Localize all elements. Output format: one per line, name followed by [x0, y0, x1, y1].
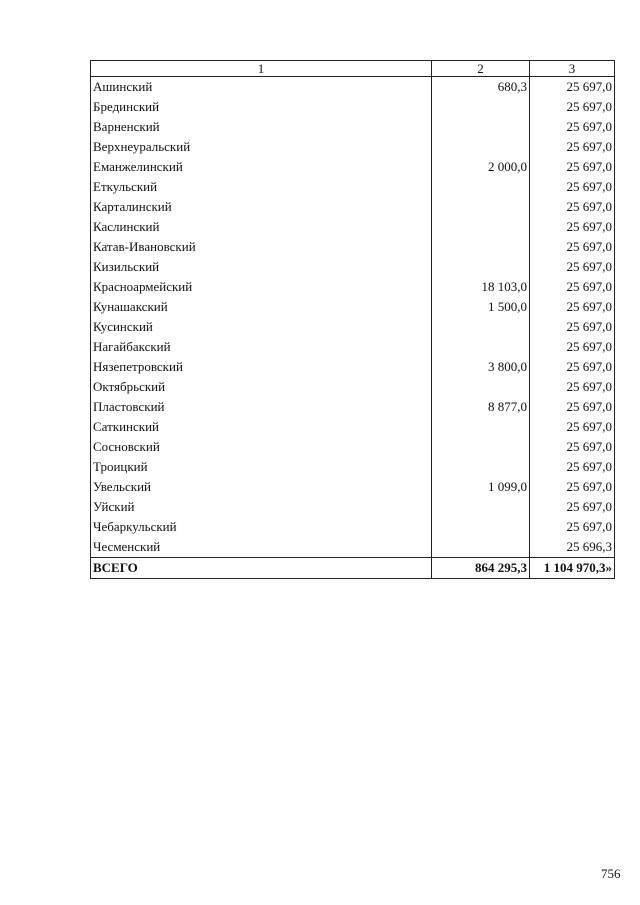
header-col-3: 3	[530, 61, 615, 77]
value-col-2	[432, 497, 530, 517]
table-row	[91, 497, 615, 517]
value-col-3: 25 697,0	[530, 137, 615, 157]
table-row	[91, 197, 615, 217]
table-row	[91, 477, 615, 497]
value-col-3: 25 697,0	[530, 177, 615, 197]
value-col-3: 25 697,0	[530, 277, 615, 297]
value-col-2: 1 500,0	[432, 297, 530, 317]
table-row	[91, 137, 615, 157]
table-row	[91, 437, 615, 457]
district-name: Еманжелинский	[91, 157, 432, 177]
table-row	[91, 537, 615, 558]
district-name: Каслинский	[91, 217, 432, 237]
value-col-3: 25 697,0	[530, 257, 615, 277]
table-row	[91, 417, 615, 437]
value-col-3: 25 697,0	[530, 297, 615, 317]
value-col-2	[432, 317, 530, 337]
table-row	[91, 177, 615, 197]
value-col-2	[432, 517, 530, 537]
value-col-3: 25 697,0	[530, 77, 615, 98]
value-col-2: 18 103,0	[432, 277, 530, 297]
value-col-2	[432, 377, 530, 397]
value-col-3: 25 697,0	[530, 497, 615, 517]
table-row	[91, 357, 615, 377]
table-row	[91, 217, 615, 237]
total-col-2: 864 295,3	[432, 558, 530, 579]
value-col-2	[432, 337, 530, 357]
value-col-2	[432, 457, 530, 477]
value-col-3: 25 697,0	[530, 517, 615, 537]
district-name: Нагайбакский	[91, 337, 432, 357]
table-row	[91, 257, 615, 277]
value-col-3: 25 697,0	[530, 97, 615, 117]
district-name: Чесменский	[91, 537, 432, 558]
table-row	[91, 77, 615, 98]
value-col-2: 8 877,0	[432, 397, 530, 417]
table-row	[91, 157, 615, 177]
total-label: ВСЕГО	[91, 558, 432, 579]
value-col-3: 25 697,0	[530, 417, 615, 437]
table-row	[91, 297, 615, 317]
table-row	[91, 337, 615, 357]
table-row	[91, 277, 615, 297]
header-col-2: 2	[432, 61, 530, 77]
table-row	[91, 517, 615, 537]
table-row	[91, 97, 615, 117]
value-col-2	[432, 97, 530, 117]
table-header-row	[91, 61, 615, 77]
value-col-2	[432, 177, 530, 197]
district-name: Варненский	[91, 117, 432, 137]
table-row	[91, 317, 615, 337]
value-col-2	[432, 257, 530, 277]
district-name: Уйский	[91, 497, 432, 517]
value-col-2	[432, 117, 530, 137]
district-name: Октябрьский	[91, 377, 432, 397]
total-row	[91, 558, 615, 579]
value-col-2	[432, 417, 530, 437]
value-col-3: 25 697,0	[530, 337, 615, 357]
district-name: Катав-Ивановский	[91, 237, 432, 257]
value-col-2: 1 099,0	[432, 477, 530, 497]
budget-table	[90, 60, 615, 579]
header-col-1: 1	[91, 61, 432, 77]
value-col-3: 25 697,0	[530, 197, 615, 217]
value-col-3: 25 697,0	[530, 217, 615, 237]
value-col-3: 25 697,0	[530, 397, 615, 417]
value-col-3: 25 697,0	[530, 117, 615, 137]
district-name: Ашинский	[91, 77, 432, 98]
total-col-3: 1 104 970,3»	[530, 558, 615, 579]
district-name: Верхнеуральский	[91, 137, 432, 157]
table-row	[91, 397, 615, 417]
district-name: Саткинский	[91, 417, 432, 437]
value-col-2: 2 000,0	[432, 157, 530, 177]
value-col-2	[432, 137, 530, 157]
district-name: Брединский	[91, 97, 432, 117]
district-name: Троицкий	[91, 457, 432, 477]
value-col-2	[432, 237, 530, 257]
district-name: Карталинский	[91, 197, 432, 217]
value-col-3: 25 697,0	[530, 317, 615, 337]
value-col-2: 680,3	[432, 77, 530, 98]
district-name: Кусинский	[91, 317, 432, 337]
value-col-2	[432, 197, 530, 217]
table-row	[91, 377, 615, 397]
value-col-3: 25 697,0	[530, 357, 615, 377]
table-row	[91, 237, 615, 257]
district-name: Сосновский	[91, 437, 432, 457]
value-col-3: 25 697,0	[530, 437, 615, 457]
district-name: Пластовский	[91, 397, 432, 417]
value-col-2	[432, 217, 530, 237]
district-name: Кунашакский	[91, 297, 432, 317]
district-name: Чебаркульский	[91, 517, 432, 537]
value-col-3: 25 697,0	[530, 457, 615, 477]
value-col-3: 25 697,0	[530, 157, 615, 177]
district-name: Кизильский	[91, 257, 432, 277]
table-row	[91, 457, 615, 477]
value-col-3: 25 697,0	[530, 377, 615, 397]
value-col-2	[432, 537, 530, 558]
table-row	[91, 117, 615, 137]
page-number: 756	[601, 866, 621, 881]
value-col-2	[432, 437, 530, 457]
district-name: Увельский	[91, 477, 432, 497]
value-col-3: 25 696,3	[530, 537, 615, 558]
district-name: Нязепетровский	[91, 357, 432, 377]
value-col-2: 3 800,0	[432, 357, 530, 377]
value-col-3: 25 697,0	[530, 477, 615, 497]
district-name: Красноармейский	[91, 277, 432, 297]
value-col-3: 25 697,0	[530, 237, 615, 257]
district-name: Еткульский	[91, 177, 432, 197]
table-body	[91, 77, 615, 558]
